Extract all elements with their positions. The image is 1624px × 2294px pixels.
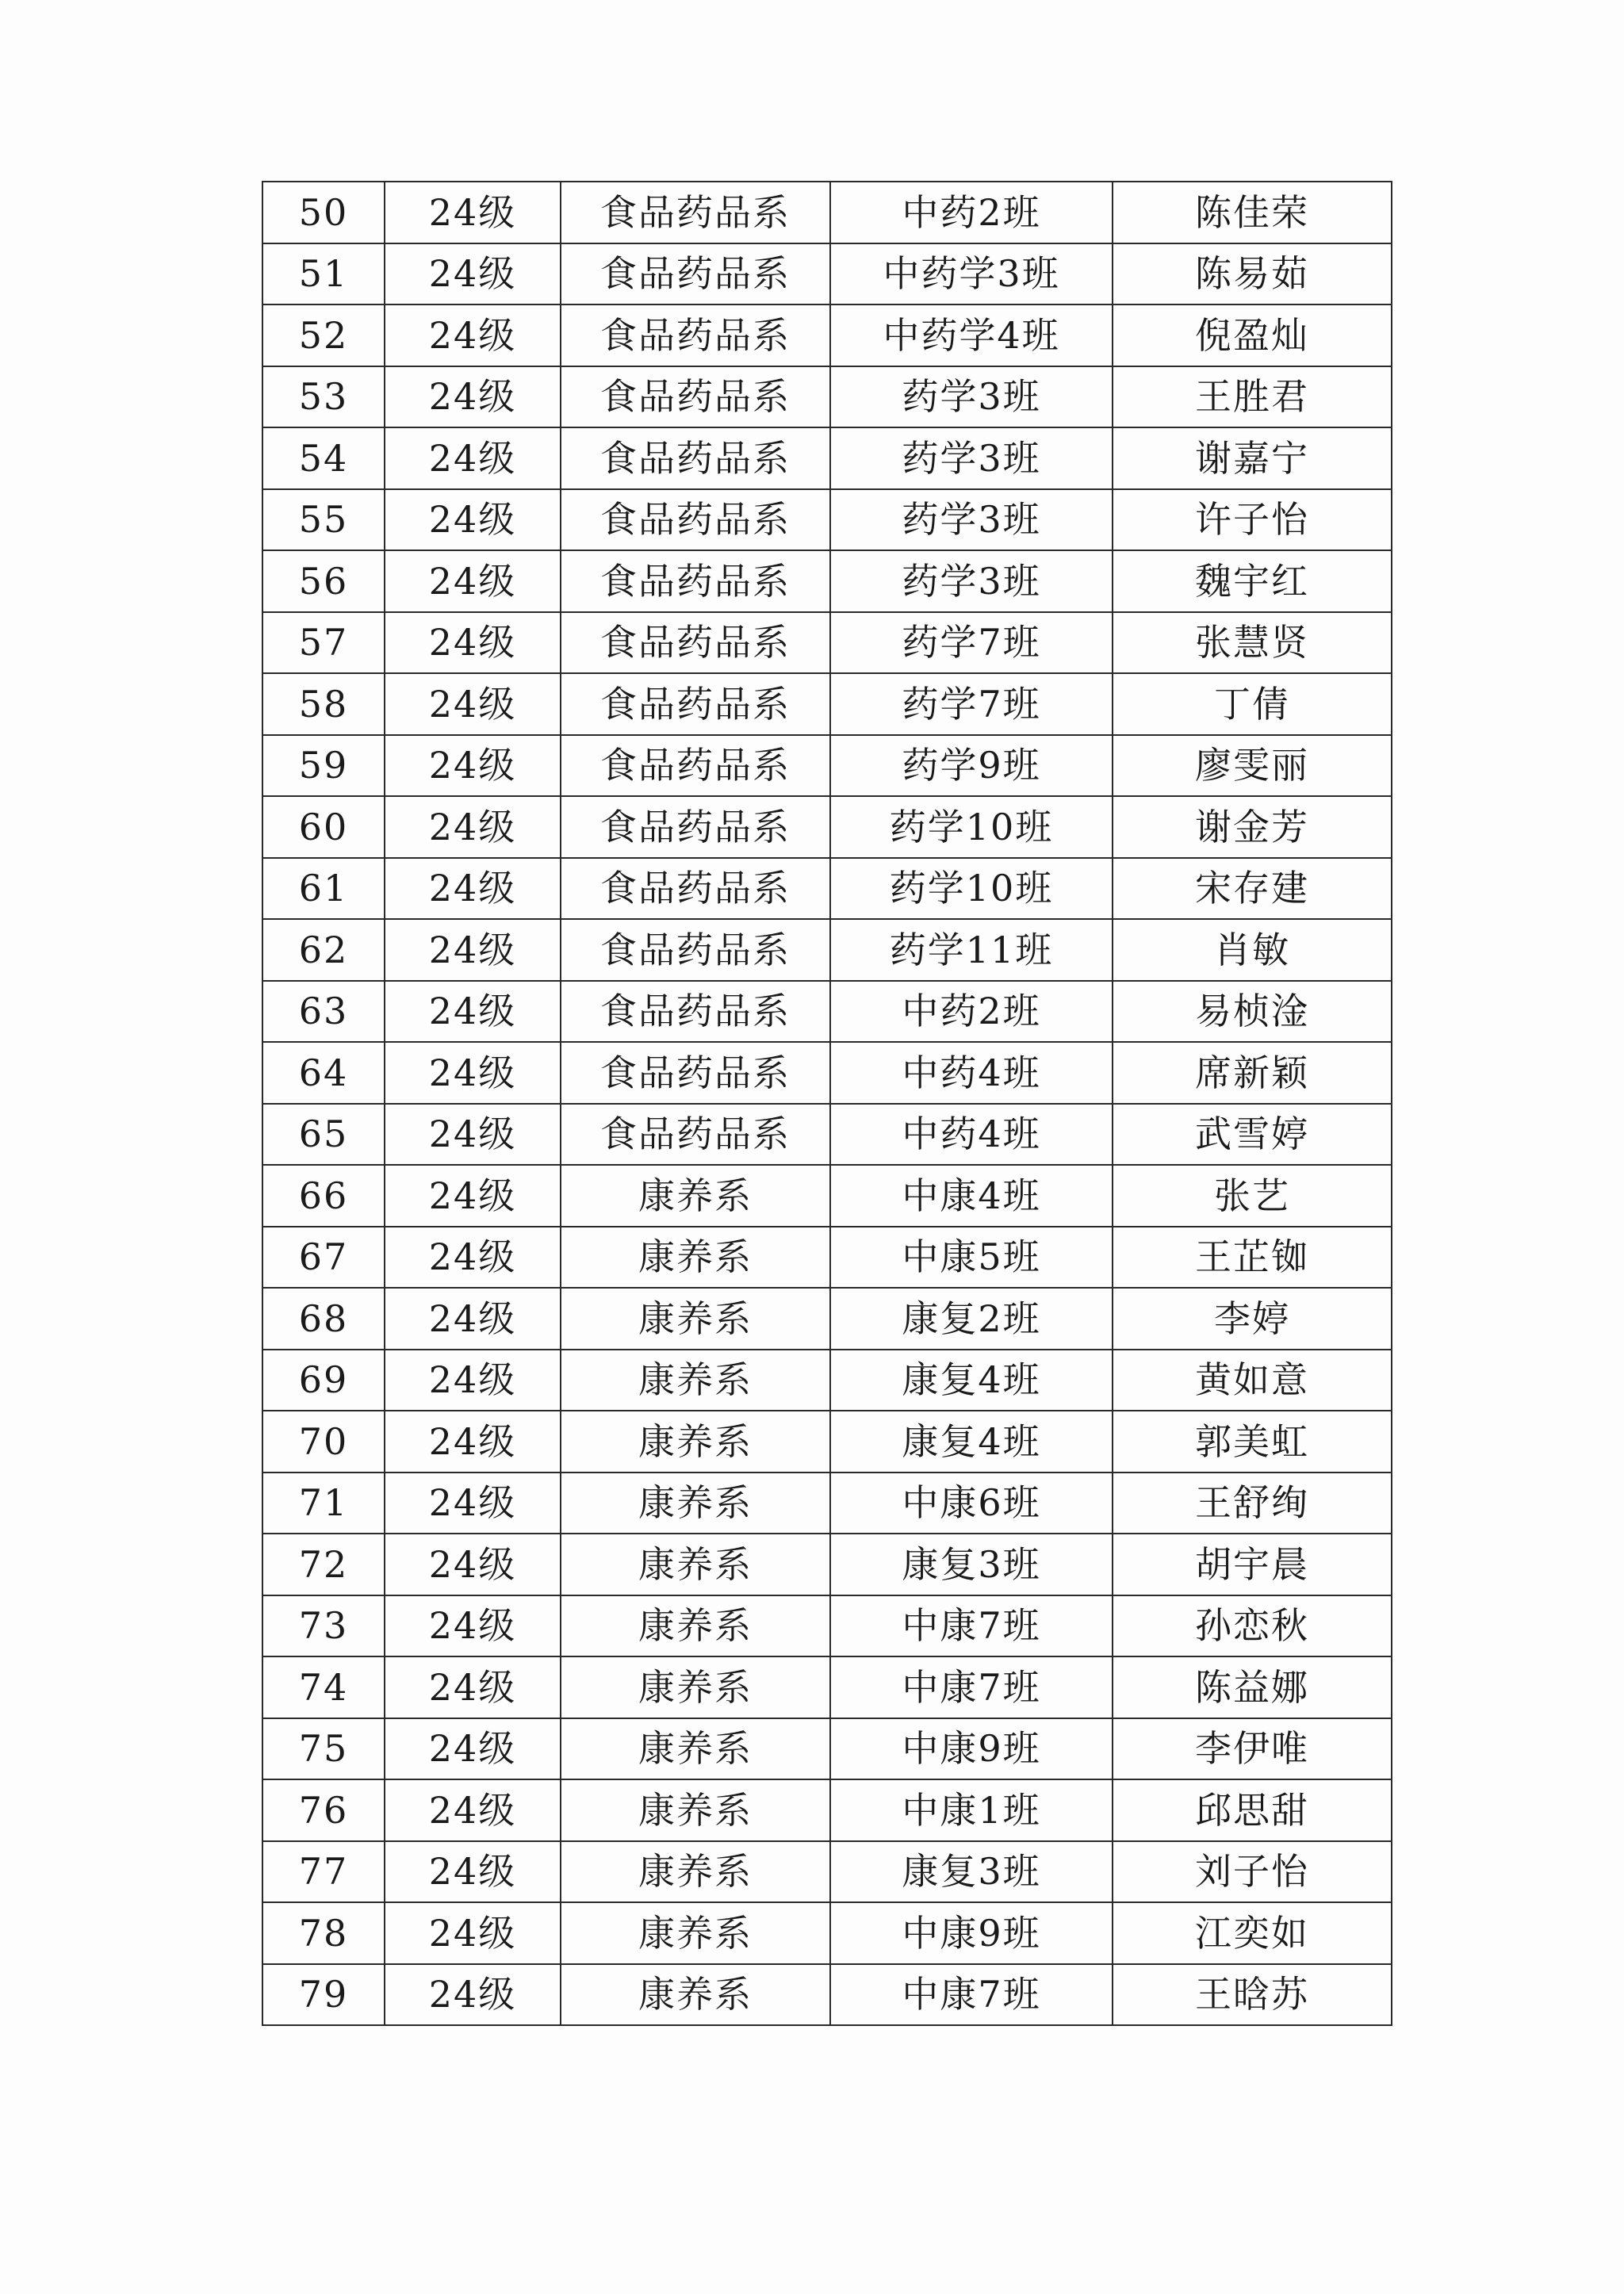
class-cell: 中康7班	[830, 1595, 1113, 1657]
row-number-cell: 62	[262, 919, 385, 981]
student-name-cell: 王芷铷	[1113, 1227, 1392, 1289]
table-row	[262, 1964, 1392, 2026]
student-name-cell: 廖雯丽	[1113, 735, 1392, 797]
row-number-cell: 71	[262, 1473, 385, 1534]
student-name-cell: 王晗苏	[1113, 1964, 1392, 2026]
student-name-cell: 肖敏	[1113, 919, 1392, 981]
row-number-cell: 67	[262, 1227, 385, 1289]
grade-cell: 24级	[385, 182, 561, 243]
student-name-cell: 张艺	[1113, 1165, 1392, 1227]
row-number-cell: 51	[262, 243, 385, 305]
class-cell: 康复4班	[830, 1411, 1113, 1473]
department-cell: 食品药品系	[561, 612, 830, 674]
department-cell: 康养系	[561, 1227, 830, 1289]
table-row	[262, 858, 1392, 920]
table-row	[262, 1534, 1392, 1595]
student-name-cell: 武雪婷	[1113, 1104, 1392, 1166]
department-cell: 康养系	[561, 1902, 830, 1964]
department-cell: 康养系	[561, 1165, 830, 1227]
table-row	[262, 1718, 1392, 1780]
student-name-cell: 许子怡	[1113, 489, 1392, 551]
grade-cell: 24级	[385, 981, 561, 1043]
row-number-cell: 54	[262, 427, 385, 489]
department-cell: 康养系	[561, 1473, 830, 1534]
grade-cell: 24级	[385, 1042, 561, 1104]
class-cell: 中康7班	[830, 1656, 1113, 1718]
row-number-cell: 55	[262, 489, 385, 551]
department-cell: 康养系	[561, 1350, 830, 1411]
department-cell: 康养系	[561, 1841, 830, 1903]
department-cell: 食品药品系	[561, 981, 830, 1043]
department-cell: 食品药品系	[561, 1104, 830, 1166]
grade-cell: 24级	[385, 735, 561, 797]
grade-cell: 24级	[385, 489, 561, 551]
student-name-cell: 陈益娜	[1113, 1656, 1392, 1718]
department-cell: 康养系	[561, 1288, 830, 1350]
row-number-cell: 78	[262, 1902, 385, 1964]
grade-cell: 24级	[385, 1779, 561, 1841]
table-row	[262, 1841, 1392, 1903]
grade-cell: 24级	[385, 1350, 561, 1411]
row-number-cell: 60	[262, 796, 385, 858]
grade-cell: 24级	[385, 1165, 561, 1227]
table-row	[262, 1042, 1392, 1104]
row-number-cell: 68	[262, 1288, 385, 1350]
department-cell: 康养系	[561, 1534, 830, 1595]
grade-cell: 24级	[385, 550, 561, 612]
class-cell: 中药4班	[830, 1042, 1113, 1104]
department-cell: 康养系	[561, 1964, 830, 2026]
department-cell: 康养系	[561, 1411, 830, 1473]
row-number-cell: 69	[262, 1350, 385, 1411]
class-cell: 中康7班	[830, 1964, 1113, 2026]
class-cell: 中康4班	[830, 1165, 1113, 1227]
table-row	[262, 1902, 1392, 1964]
student-name-cell: 席新颖	[1113, 1042, 1392, 1104]
table-row	[262, 1595, 1392, 1657]
row-number-cell: 73	[262, 1595, 385, 1657]
grade-cell: 24级	[385, 1534, 561, 1595]
table-row	[262, 981, 1392, 1043]
class-cell: 中药2班	[830, 182, 1113, 243]
student-name-cell: 江奕如	[1113, 1902, 1392, 1964]
student-name-cell: 邱思甜	[1113, 1779, 1392, 1841]
class-cell: 康复3班	[830, 1841, 1113, 1903]
table-row	[262, 1473, 1392, 1534]
class-cell: 中药4班	[830, 1104, 1113, 1166]
grade-cell: 24级	[385, 1595, 561, 1657]
class-cell: 药学7班	[830, 673, 1113, 735]
grade-cell: 24级	[385, 673, 561, 735]
student-name-cell: 陈易茹	[1113, 243, 1392, 305]
class-cell: 康复4班	[830, 1350, 1113, 1411]
department-cell: 食品药品系	[561, 182, 830, 243]
student-name-cell: 王胜君	[1113, 366, 1392, 428]
student-name-cell: 胡宇晨	[1113, 1534, 1392, 1595]
class-cell: 药学9班	[830, 735, 1113, 797]
class-cell: 药学3班	[830, 366, 1113, 428]
class-cell: 康复3班	[830, 1534, 1113, 1595]
table-row	[262, 919, 1392, 981]
student-name-cell: 陈佳荣	[1113, 182, 1392, 243]
student-name-cell: 李婷	[1113, 1288, 1392, 1350]
row-number-cell: 77	[262, 1841, 385, 1903]
grade-cell: 24级	[385, 427, 561, 489]
row-number-cell: 76	[262, 1779, 385, 1841]
row-number-cell: 63	[262, 981, 385, 1043]
class-cell: 药学3班	[830, 550, 1113, 612]
table-row	[262, 1165, 1392, 1227]
class-cell: 中药学3班	[830, 243, 1113, 305]
class-cell: 中康9班	[830, 1902, 1113, 1964]
student-name-cell: 刘子怡	[1113, 1841, 1392, 1903]
class-cell: 药学3班	[830, 489, 1113, 551]
department-cell: 食品药品系	[561, 673, 830, 735]
grade-cell: 24级	[385, 1473, 561, 1534]
department-cell: 康养系	[561, 1595, 830, 1657]
student-name-cell: 倪盈灿	[1113, 304, 1392, 366]
table-row	[262, 1104, 1392, 1166]
row-number-cell: 66	[262, 1165, 385, 1227]
row-number-cell: 59	[262, 735, 385, 797]
student-roster-table	[262, 181, 1392, 2026]
grade-cell: 24级	[385, 1841, 561, 1903]
department-cell: 食品药品系	[561, 1042, 830, 1104]
grade-cell: 24级	[385, 1104, 561, 1166]
student-name-cell: 魏宇红	[1113, 550, 1392, 612]
table-row	[262, 427, 1392, 489]
row-number-cell: 56	[262, 550, 385, 612]
department-cell: 食品药品系	[561, 427, 830, 489]
row-number-cell: 79	[262, 1964, 385, 2026]
grade-cell: 24级	[385, 1964, 561, 2026]
class-cell: 药学10班	[830, 796, 1113, 858]
student-name-cell: 郭美虹	[1113, 1411, 1392, 1473]
department-cell: 食品药品系	[561, 243, 830, 305]
table-row	[262, 489, 1392, 551]
student-name-cell: 丁倩	[1113, 673, 1392, 735]
grade-cell: 24级	[385, 366, 561, 428]
class-cell: 康复2班	[830, 1288, 1113, 1350]
department-cell: 食品药品系	[561, 735, 830, 797]
roster-body	[262, 182, 1392, 2025]
class-cell: 中康6班	[830, 1473, 1113, 1534]
class-cell: 药学10班	[830, 858, 1113, 920]
table-row	[262, 796, 1392, 858]
student-name-cell: 王舒绚	[1113, 1473, 1392, 1534]
grade-cell: 24级	[385, 304, 561, 366]
class-cell: 中康9班	[830, 1718, 1113, 1780]
department-cell: 食品药品系	[561, 550, 830, 612]
student-name-cell: 易桢淦	[1113, 981, 1392, 1043]
class-cell: 中药2班	[830, 981, 1113, 1043]
student-name-cell: 张慧贤	[1113, 612, 1392, 674]
department-cell: 康养系	[561, 1656, 830, 1718]
row-number-cell: 57	[262, 612, 385, 674]
student-name-cell: 黄如意	[1113, 1350, 1392, 1411]
row-number-cell: 58	[262, 673, 385, 735]
row-number-cell: 70	[262, 1411, 385, 1473]
student-name-cell: 谢嘉宁	[1113, 427, 1392, 489]
class-cell: 中康1班	[830, 1779, 1113, 1841]
department-cell: 食品药品系	[561, 858, 830, 920]
department-cell: 康养系	[561, 1718, 830, 1780]
row-number-cell: 75	[262, 1718, 385, 1780]
table-row	[262, 1350, 1392, 1411]
grade-cell: 24级	[385, 796, 561, 858]
class-cell: 药学3班	[830, 427, 1113, 489]
class-cell: 中康5班	[830, 1227, 1113, 1289]
row-number-cell: 53	[262, 366, 385, 428]
grade-cell: 24级	[385, 243, 561, 305]
table-row	[262, 1411, 1392, 1473]
row-number-cell: 65	[262, 1104, 385, 1166]
grade-cell: 24级	[385, 1288, 561, 1350]
row-number-cell: 64	[262, 1042, 385, 1104]
row-number-cell: 52	[262, 304, 385, 366]
grade-cell: 24级	[385, 858, 561, 920]
table-row	[262, 1227, 1392, 1289]
grade-cell: 24级	[385, 919, 561, 981]
department-cell: 食品药品系	[561, 796, 830, 858]
student-name-cell: 李伊唯	[1113, 1718, 1392, 1780]
grade-cell: 24级	[385, 1902, 561, 1964]
table-row	[262, 243, 1392, 305]
department-cell: 食品药品系	[561, 919, 830, 981]
row-number-cell: 61	[262, 858, 385, 920]
table-row	[262, 673, 1392, 735]
table-row	[262, 1656, 1392, 1718]
class-cell: 药学7班	[830, 612, 1113, 674]
department-cell: 康养系	[561, 1779, 830, 1841]
row-number-cell: 50	[262, 182, 385, 243]
student-name-cell: 孙恋秋	[1113, 1595, 1392, 1657]
department-cell: 食品药品系	[561, 489, 830, 551]
table-row	[262, 612, 1392, 674]
row-number-cell: 72	[262, 1534, 385, 1595]
table-row	[262, 366, 1392, 428]
grade-cell: 24级	[385, 612, 561, 674]
grade-cell: 24级	[385, 1411, 561, 1473]
class-cell: 药学11班	[830, 919, 1113, 981]
table-row	[262, 550, 1392, 612]
grade-cell: 24级	[385, 1227, 561, 1289]
grade-cell: 24级	[385, 1656, 561, 1718]
class-cell: 中药学4班	[830, 304, 1113, 366]
table-row	[262, 1288, 1392, 1350]
row-number-cell: 74	[262, 1656, 385, 1718]
table-row	[262, 735, 1392, 797]
department-cell: 食品药品系	[561, 304, 830, 366]
table-row	[262, 182, 1392, 243]
table-row	[262, 304, 1392, 366]
student-name-cell: 谢金芳	[1113, 796, 1392, 858]
student-name-cell: 宋存建	[1113, 858, 1392, 920]
table-row	[262, 1779, 1392, 1841]
department-cell: 食品药品系	[561, 366, 830, 428]
grade-cell: 24级	[385, 1718, 561, 1780]
